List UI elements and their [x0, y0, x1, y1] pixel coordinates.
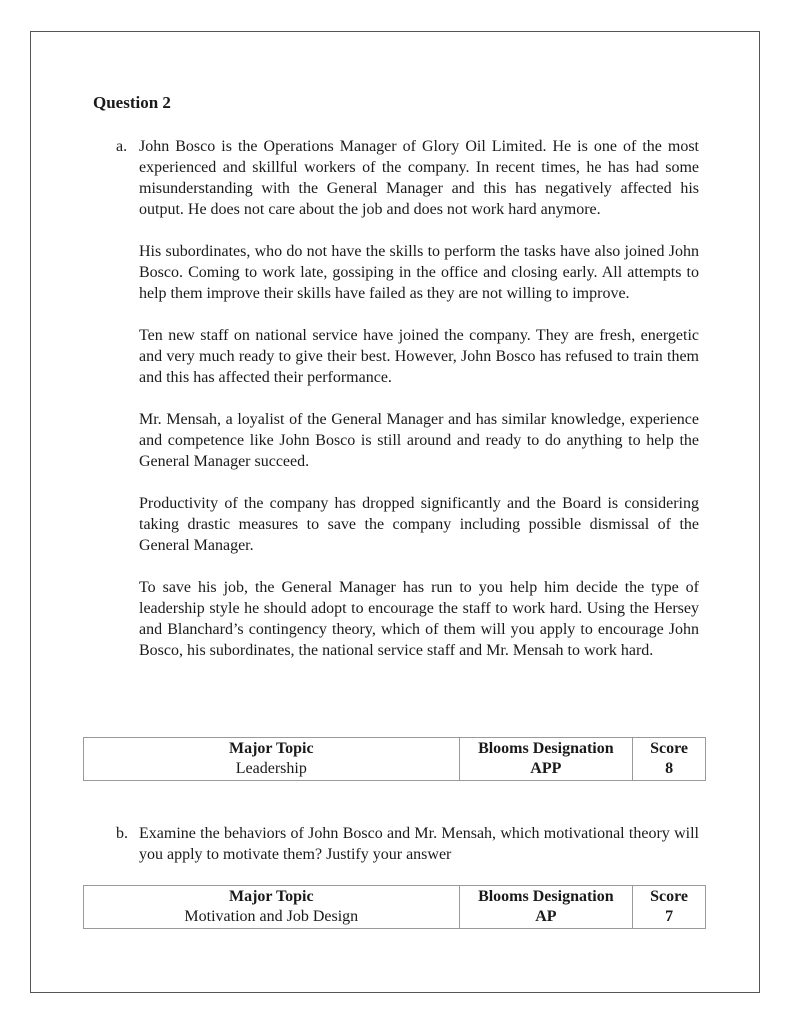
part-b-body [139, 823, 699, 865]
part-a-paragraph-5: Productivity of the company has dropped significantly and the Board is considering taking drastic measures to save the company including possible dismissal of the General Manager. [139, 495, 699, 554]
part-a-paragraph-1: John Bosco is the Operations Manager of Glory Oil Limited. He is one of the most experienced and skillful workers of the company. In recent times, he has had some misunderstanding with the General Manager and this has negatively affected his output. He does not care about the job and does not work hard anymore. [139, 138, 699, 218]
rubric-topic-header: Major Topic [228, 888, 314, 905]
rubric-topic-value: Motivation and Job Design [184, 908, 359, 925]
rubric-blooms-header: Blooms Designation [478, 740, 614, 757]
rubric-topic-cell [84, 886, 460, 929]
part-b [116, 823, 699, 865]
table-row [84, 738, 706, 781]
rubric-topic-value: Leadership [235, 760, 307, 777]
rubric-blooms-cell [459, 886, 633, 929]
rubric-score-header: Score [650, 740, 689, 757]
part-a-paragraph-3: Ten new staff on national service have joined the company. They are fresh, energetic and very much ready to give their best. However, John Bosco has refused to train them and this has affected their performance. [139, 327, 699, 386]
table-row [84, 886, 706, 929]
part-a-label: a. [116, 138, 128, 155]
rubric-score-value: 7 [665, 908, 674, 925]
part-a-paragraph-2: His subordinates, who do not have the skills to perform the tasks have also joined John Bosco. Coming to work late, gossiping in the office and closing early. All attempts to help them improve their skills have failed as they are not willing to improve. [139, 243, 699, 302]
part-b-paragraph-1: Examine the behaviors of John Bosco and Mr. Mensah, which motivational theory will you apply to motivate them? Justify your answer [139, 825, 699, 863]
part-a-body [139, 136, 699, 661]
rubric-score-header: Score [650, 888, 689, 905]
part-a-paragraph-4: Mr. Mensah, a loyalist of the General Manager and has similar knowledge, experience and competence like John Bosco is still around and ready to do anything to help the General Manager succeed. [139, 411, 699, 470]
part-b-rubric-table [83, 885, 706, 929]
part-a [116, 136, 699, 661]
rubric-score-value: 8 [665, 760, 674, 777]
rubric-score-cell [633, 886, 706, 929]
question-title: Question 2 [93, 93, 171, 112]
part-b-label: b. [116, 825, 128, 842]
part-a-rubric-table [83, 737, 706, 781]
part-a-paragraph-6: To save his job, the General Manager has run to you help him decide the type of leadership style he should adopt to encourage the staff to work hard. Using the Hersey and Blanchard’s contingency theory, which of them will you apply to encourage John Bosco, his subordinates, the national service staff and Mr. Mensah to work hard. [139, 579, 699, 659]
rubric-blooms-header: Blooms Designation [478, 888, 614, 905]
rubric-topic-header: Major Topic [228, 740, 314, 757]
rubric-blooms-cell [459, 738, 633, 781]
rubric-blooms-value: APP [530, 760, 562, 777]
rubric-blooms-value: AP [535, 908, 557, 925]
rubric-score-cell [633, 738, 706, 781]
rubric-topic-cell [84, 738, 460, 781]
